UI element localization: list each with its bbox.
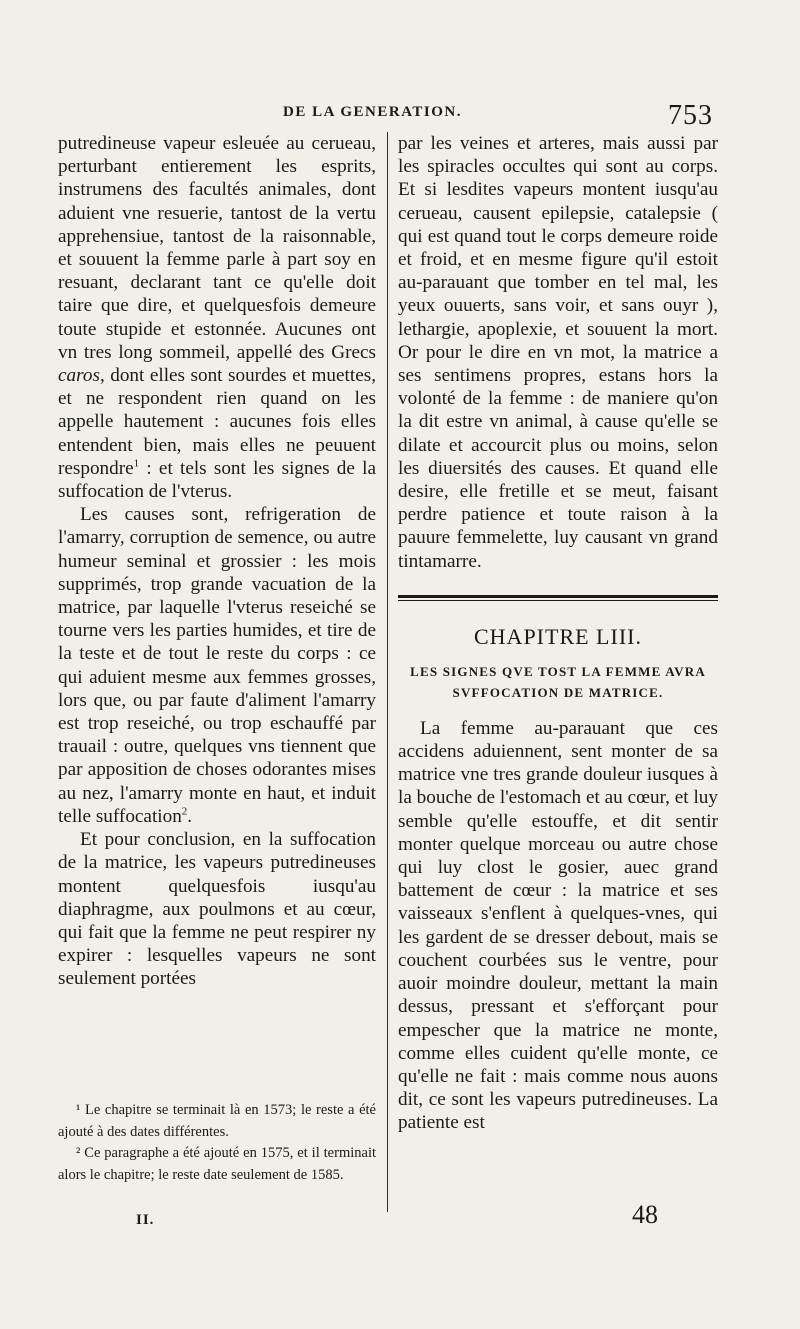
right-column [398, 132, 718, 1135]
page-number: 753 [668, 100, 713, 131]
signature-mark: II. [136, 1212, 155, 1228]
footnote-ref-2: 2 [181, 805, 188, 818]
left-paragraph-2 [58, 503, 376, 828]
left-p1-text-b: , dont elles sont sourdes et muettes, et ne respondent rien quand on les appelle hautement : aucunes fois elles entendent bien, mais elles ne peuuent respondre [58, 365, 376, 479]
folio-number: 48 [632, 1200, 658, 1229]
chapter-rule-thick [398, 595, 718, 598]
right-paragraph-1: par les veines et arteres, mais aussi par les spiracles occultes qui sont au corps. Et si lesdites vapeurs montent iusqu'au cerueau, causent epilepsie, catalepsie ( qui est quand tout le corps demeure roide et froid, et en mesme figure qu'il estoit au-parauant que tomber en tel mal, les yeux ouuerts, sans voir, et sans ouyr ), lethargie, apoplexie, et souuent la mort. Or pour le dire en vn mot, la matrice a ses sentimens propres, estans hors la volonté de la femme : de maniere qu'on la dit estre vn animal, à cause qu'elle se dilate et accourcit plus ou moins, selon les diuersités des causes. Et quand elle desire, elle fretille et se meut, faisant perdre patience et toute raison à la pauure femmelette, luy causant vn grand tintamarre. [398, 133, 718, 572]
footnotes [58, 1100, 376, 1186]
chapter-rule-thin [398, 600, 718, 601]
running-head: DE LA GENERATION. [283, 104, 463, 120]
footnote-ref-1: 1 [133, 457, 140, 470]
left-column [58, 132, 376, 991]
footnote-1: ¹ Le chapitre se terminait là en 1573; le reste a été ajouté à des dates différentes. [58, 1102, 376, 1140]
left-paragraph-1 [58, 132, 376, 503]
footnote-2: ² Ce paragraphe a été ajouté en 1575, et il terminait alors le chapitre; le reste date seulement de 1585. [58, 1145, 376, 1183]
left-p2-end: . [187, 805, 193, 827]
right-paragraph-2: La femme au-parauant que ces accidens aduiennent, sent monter de sa matrice vne tres grande douleur iusques à la bouche de l'estomach et au cœur, et luy semble qu'elle estouffe, et dit sentir monter quelque morceau ou autre chose qui luy clost le gosier, auec grand battement de cœur : la matrice et ses vaisseaux s'enflent à quelques-vnes, qui les gardent de se dresser debout, mais se couchent courbées sus le ventre, pour auoir moindre douleur, mettant la main dessus, pressant et s'efforçant pour empescher que la matrice ne monte, comme elles cuident qu'elle monte, ce qu'elle ne fait : mais comme nous auons dit, ce sont les vapeurs putredineuses. La patiente est [398, 717, 718, 1134]
left-p1-text-c: : et tels sont les signes de la suffocation de l'vterus. [58, 457, 376, 503]
left-p1-italic: caros [58, 365, 100, 387]
chapter-subtitle: LES SIGNES QVE TOST LA FEMME AVRA SVFFOCATION DE MATRICE. [410, 663, 706, 700]
left-p2-text: Les causes sont, refrigeration de l'amarry, corruption de semence, ou autre humeur seminal et grossier : les mois supprimés, trop grande vacuation de la matrice, par laquelle l'vterus reseiché se tourne vers les parties humides, et tire de la teste et de tout le reste du corps : ce qui aduient mesme aux femmes grosses, lors que, ou par faute d'aliment l'amarry est trop reseiché, ou trop eschauffé par trauail : outre, quelques vns tiennent que par apposition de choses odorantes mises au nez, l'amarry monte en haut, et induit telle suffocation [58, 504, 376, 827]
chapter-title: CHAPITRE LIII. [474, 623, 642, 649]
left-paragraph-3: Et pour conclusion, en la suffocation de la matrice, les vapeurs putredineuses montent quelquesfois iusqu'au diaphragme, aux poulmons et au cœur, qui fait que la femme ne peut respirer ny expirer : lesquelles vapeurs ne sont seulement portées [58, 829, 376, 990]
left-p1-text: putredineuse vapeur esleuée au cerueau, perturbant entierement les esprits, instrumens des facultés animales, dont aduient vne resuerie, tantost de la vertu apprehensiue, tantost de la raisonnable, et souuent la femme parle à part soy en resuant, declarant tant ce qu'elle doit taire que dire, et quelquesfois demeure toute stupide et estonnée. Aucunes ont vn tres long sommeil, appellé des Grecs [58, 133, 376, 363]
column-divider [387, 132, 388, 1212]
